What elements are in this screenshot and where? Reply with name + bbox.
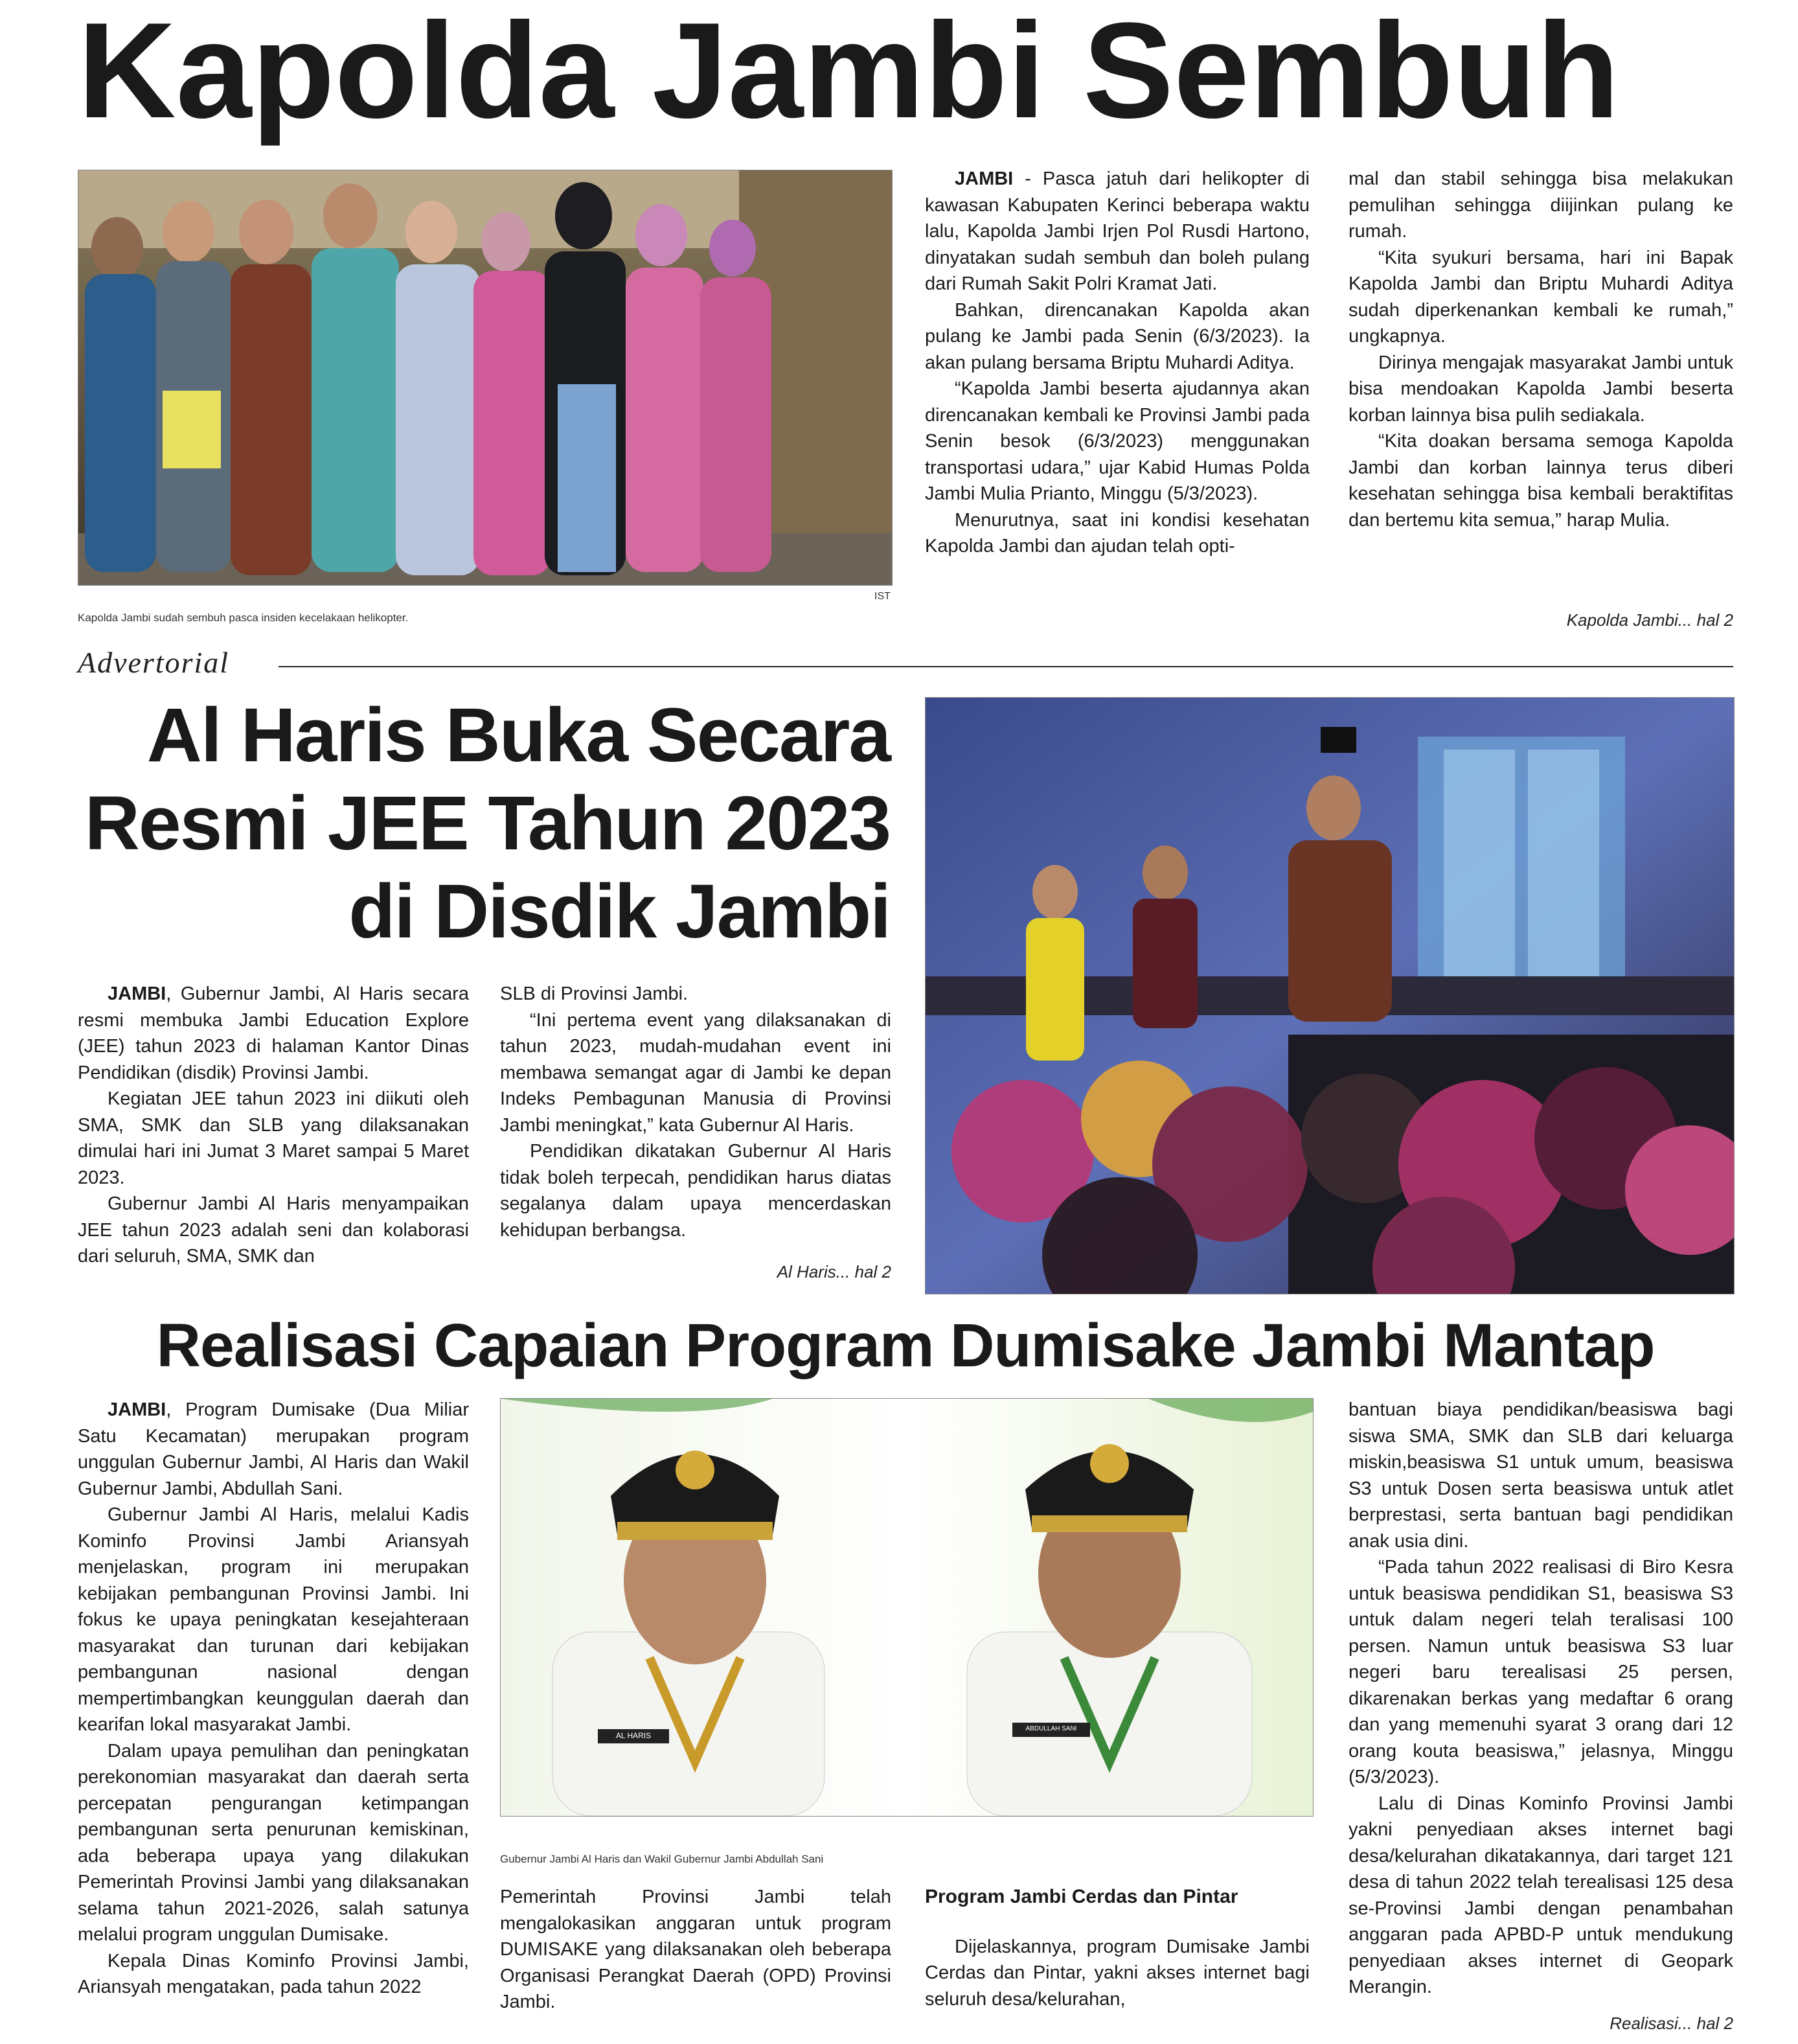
group-photo-image: [78, 170, 892, 585]
stage-event-image: [926, 698, 1734, 1294]
story3-subhead: Program Jambi Cerdas dan Pintar: [925, 1886, 1238, 1907]
story1-photo-credit: IST: [874, 591, 891, 602]
story3-dateline: JAMBI: [108, 1399, 166, 1420]
story3-column-2: [500, 1884, 891, 2015]
story2-col2-p1: SLB di Provinsi Jambi.: [500, 983, 688, 1004]
story3-photo-caption: Gubernur Jambi Al Haris dan Wakil Gubernur Jambi Abdullah Sani: [500, 1853, 824, 1865]
story1-col1-p3: “Kapolda Jambi beserta ajudannya akan direncanakan kembali ke Provinsi Jambi pada Senin besok (6/3/2023) menggunakan transportasi udara,” ujar Kabid Humas Polda Jambi Mulia Prianto, Minggu (5/3/2023).: [925, 378, 1310, 504]
story3-photo: [500, 1398, 1314, 1817]
story1-jump-reference: Kapolda Jambi... hal 2: [1566, 610, 1733, 630]
story1-col2-p2: “Kita syukuri bersama, hari ini Bapak Kapolda Jambi dan Briptu Muhardi Aditya sudah diperkenankan kembali ke rumah,” ungkapnya.: [1348, 247, 1733, 347]
story2-col2-p3: Pendidikan dikatakan Gubernur Al Haris tidak boleh terpecah, pendidikan harus diatas segalanya dalam upaya mencerdaskan kehidupan berbangsa.: [500, 1141, 891, 1241]
governor-portrait-image: [501, 1399, 1313, 1816]
story2-jump-reference: Al Haris... hal 2: [777, 1262, 891, 1281]
story3-column-4: [1348, 1397, 1733, 2001]
story3-col1-p4: Kepala Dinas Kominfo Provinsi Jambi, Ariansyah mengatakan, pada tahun 2022: [78, 1950, 469, 1997]
story1-col1-p2: Bahkan, direncanakan Kapolda akan pulang ke Jambi pada Senin (6/3/2023). Ia akan pulang bersama Briptu Muhardi Aditya.: [925, 299, 1310, 373]
story1-col2-p1: mal dan stabil sehingga bisa melakukan pemulihan sehingga diijinkan pulang ke rumah.: [1348, 168, 1733, 242]
story2-column-2: [500, 981, 891, 1243]
story2-dateline: JAMBI: [108, 983, 166, 1004]
story3-col2-p1: Pemerintah Provinsi Jambi telah mengalokasikan anggaran untuk program DUMISAKE yang dilaksanakan oleh beberapa Organisasi Perangkat Daerah (OPD) Provinsi Jambi.: [500, 1887, 891, 2012]
story3-col4-p2: “Pada tahun 2022 realisasi di Biro Kesra untuk beasiswa pendidikan S1, beasiswa S3 untuk dalam negeri telah teralisasi 100 persen. Namun untuk beasiswa S3 luar negeri baru terealisasi 25 persen, dikarenakan berkas yang medaftar 6 orang dan yang memenuhi syarat 3 orang dari 12 orang kouta beasiswa,” jelasnya, Minggu (5/3/2023).: [1348, 1557, 1733, 1787]
nameplate-right: ABDULLAH SANI: [1025, 1725, 1077, 1732]
story2-column-1: [78, 981, 469, 1270]
story2-photo: [925, 697, 1735, 1294]
story3-headline: Realisasi Capaian Program Dumisake Jambi Mantap: [156, 1311, 1655, 1380]
story1-lead-text: - Pasca jatuh dari helikopter di kawasan Kabupaten Kerinci beberapa waktu lalu, Kapolda Jambi Irjen Pol Rusdi Hartono, dinyatakan sudah sembuh dan boleh pulang dari Rumah Sakit Polri Kramat Jati.: [925, 168, 1310, 294]
story1-photo: [78, 170, 893, 586]
section-divider: [279, 666, 1733, 667]
nameplate-left: AL HARIS: [615, 1731, 652, 1740]
story2-headline-line3: di Disdik Jambi: [348, 869, 890, 954]
story1-photo-caption: Kapolda Jambi sudah sembuh pasca insiden kecelakaan helikopter.: [78, 612, 409, 624]
story2-headline-line2: Resmi JEE Tahun 2023: [84, 781, 890, 866]
story3-col4-p1: bantuan biaya pendidikan/beasiswa bagi siswa SMA, SMK dan SLB dari keluarga miskin,beasiswa S1 untuk umum, beasiswa S3 untuk Dosen serta beasiswa untuk atlet berprestasi, serta bantuan bagi pendidikan anak usia dini.: [1348, 1399, 1733, 1552]
story1-column-2: [1348, 166, 1733, 533]
story2-lead-text: , Gubernur Jambi, Al Haris secara resmi membuka Jambi Education Explore (JEE) tahun 2023 di halaman Kantor Dinas Pendidikan (disdik) Provinsi Jambi.: [78, 983, 469, 1083]
story2-col1-p2: Kegiatan JEE tahun 2023 ini diikuti oleh SMA, SMK dan SLB yang dilaksanakan dimulai hari ini Jumat 3 Maret sampai 5 Maret 2023.: [78, 1088, 469, 1188]
story3-lead-text: , Program Dumisake (Dua Miliar Satu Kecamatan) merupakan program unggulan Gubernur Jambi, Al Haris dan Wakil Gubernur Jambi, Abdullah Sani.: [78, 1399, 469, 1499]
story3-jump-reference: Realisasi... hal 2: [1610, 2014, 1733, 2033]
story3-col4-p3: Lalu di Dinas Kominfo Provinsi Jambi yakni penyediaan akses internet bagi desa/kelurahan dikatakannya, dari target 121 desa di tahun 2022 telah terealisasi 125 desa se-Provinsi Jambi dengan penambahan anggaran pada APBD-P untuk mendukung penyediaan akses internet di Geopark Merangin.: [1348, 1793, 1733, 1997]
story1-dateline: JAMBI: [955, 168, 1014, 189]
story1-headline: Kapolda Jambi Sembuh: [78, 0, 1620, 146]
story1-col2-p4: “Kita doakan bersama semoga Kapolda Jambi dan korban lainnya terus diberi kesehatan sehingga bisa kembali beraktifitas dan bertemu kita semua,” harap Mulia.: [1348, 431, 1733, 531]
story3-column-3: [925, 1884, 1310, 2012]
story1-col1-p4: Menurutnya, saat ini kondisi kesehatan Kapolda Jambi dan ajudan telah opti-: [925, 509, 1310, 557]
story2-col1-p3: Gubernur Jambi Al Haris menyampaikan JEE tahun 2023 adalah seni dan kolaborasi dari seluruh, SMA, SMK dan: [78, 1193, 469, 1267]
story1-column-1: [925, 166, 1310, 560]
story2-headline-line1: Al Haris Buka Secara: [146, 693, 890, 778]
story3-col1-p2: Gubernur Jambi Al Haris, melalui Kadis Kominfo Provinsi Jambi Ariansyah menjelaskan, program ini merupakan kebijakan pembangunan Provinsi Jambi. Ini fokus ke upaya peningkatan kesejahteraan masyarakat dan turunan dari kebijakan pembangunan nasional dengan mempertimbangkan keunggulan daerah dan kearifan lokal masyarakat Jambi.: [78, 1504, 469, 1735]
story3-col1-p3: Dalam upaya pemulihan dan peningkatan perekonomian masyarakat dan daerah serta percepatan pengurangan ketimpangan pembangunan serta penurunan kemiskinan, ada beberapa upaya yang dilakukan Pemerintah Provinsi Jambi yang dilaksanakan selama tahun 2021-2026, salah satunya melalui program unggulan Dumisake.: [78, 1740, 469, 1945]
story1-col2-p3: Dirinya mengajak masyarakat Jambi untuk bisa mendoakan Kapolda Jambi beserta korban lainnya bisa pulih sediakala.: [1348, 352, 1733, 426]
section-label-advertorial: Advertorial: [78, 646, 230, 679]
story2-col2-p2: “Ini pertema event yang dilaksanakan di tahun 2023, mudah-mudahan event ini membawa semangat agar di Jambi ke depan Indeks Pembagunan Manusia di Provinsi Jambi meningkat,” kata Gubernur Al Haris.: [500, 1009, 891, 1136]
story3-col3-p1: Dijelaskannya, program Dumisake Jambi Cerdas dan Pintar, yakni akses internet bagi seluruh desa/kelurahan,: [925, 1936, 1310, 2010]
story3-column-1: [78, 1397, 469, 2001]
